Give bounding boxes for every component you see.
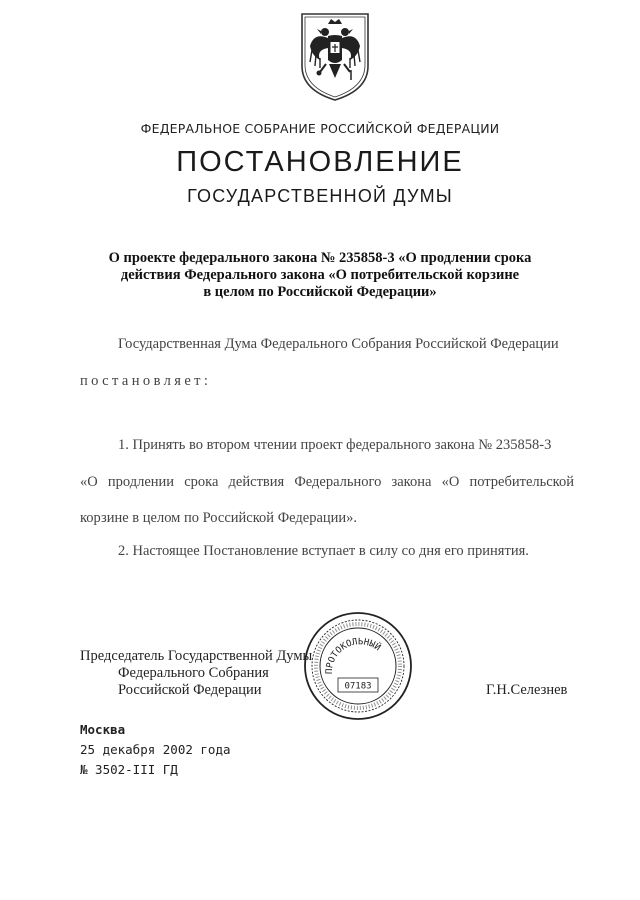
coat-of-arms-icon	[298, 10, 372, 102]
seal-label: ПРОТОКОЛЬНЫЙ	[324, 637, 383, 675]
place-date-number-block	[80, 720, 231, 780]
organization-header: ФЕДЕРАЛЬНОЕ СОБРАНИЕ РОССИЙСКОЙ ФЕДЕРАЦИИ	[140, 121, 500, 136]
signatory-title-line: Председатель Государственной Думы	[80, 648, 313, 664]
preamble-text: Государственная Дума Федерального Собрания Российской Федерации	[118, 336, 559, 352]
signatory-title-line: Российской Федерации	[118, 682, 262, 698]
clause-2-text: 2. Настоящее Постановление вступает в силу со дня его принятия.	[118, 543, 529, 559]
document-subject	[80, 250, 560, 301]
document-number: № 3502-III ГД	[80, 762, 178, 777]
document-issuer-subtitle: ГОСУДАРСТВЕННОЙ ДУМЫ	[187, 186, 453, 206]
official-seal-icon	[302, 610, 414, 722]
subject-line: О проекте федерального закона № 235858-3 «О продлении срока	[108, 250, 532, 266]
clause-1-line: 1. Принять во втором чтении проект федерального закона № 235858-3	[118, 437, 552, 453]
issue-date: 25 декабря 2002 года	[80, 742, 231, 757]
place-city: Москва	[80, 722, 126, 737]
signatory-title	[80, 648, 312, 699]
subject-line: действия Федерального закона «О потребительской корзине	[120, 267, 520, 283]
clause-1-line: корзине в целом по Российской Федерации».	[80, 510, 358, 526]
resolves-text: постановляет:	[80, 373, 212, 389]
document-type-title: ПОСТАНОВЛЕНИЕ	[176, 146, 464, 178]
seal-number: 07183	[344, 681, 372, 692]
signatory-name: Г.Н.Селезнев	[486, 682, 568, 698]
subject-line: в целом по Российской Федерации»	[203, 284, 437, 300]
signatory-title-line: Федерального Собрания	[118, 665, 269, 681]
clause-1-line: «О продлении срока действия Федерального закона «О потребительской	[80, 474, 574, 490]
